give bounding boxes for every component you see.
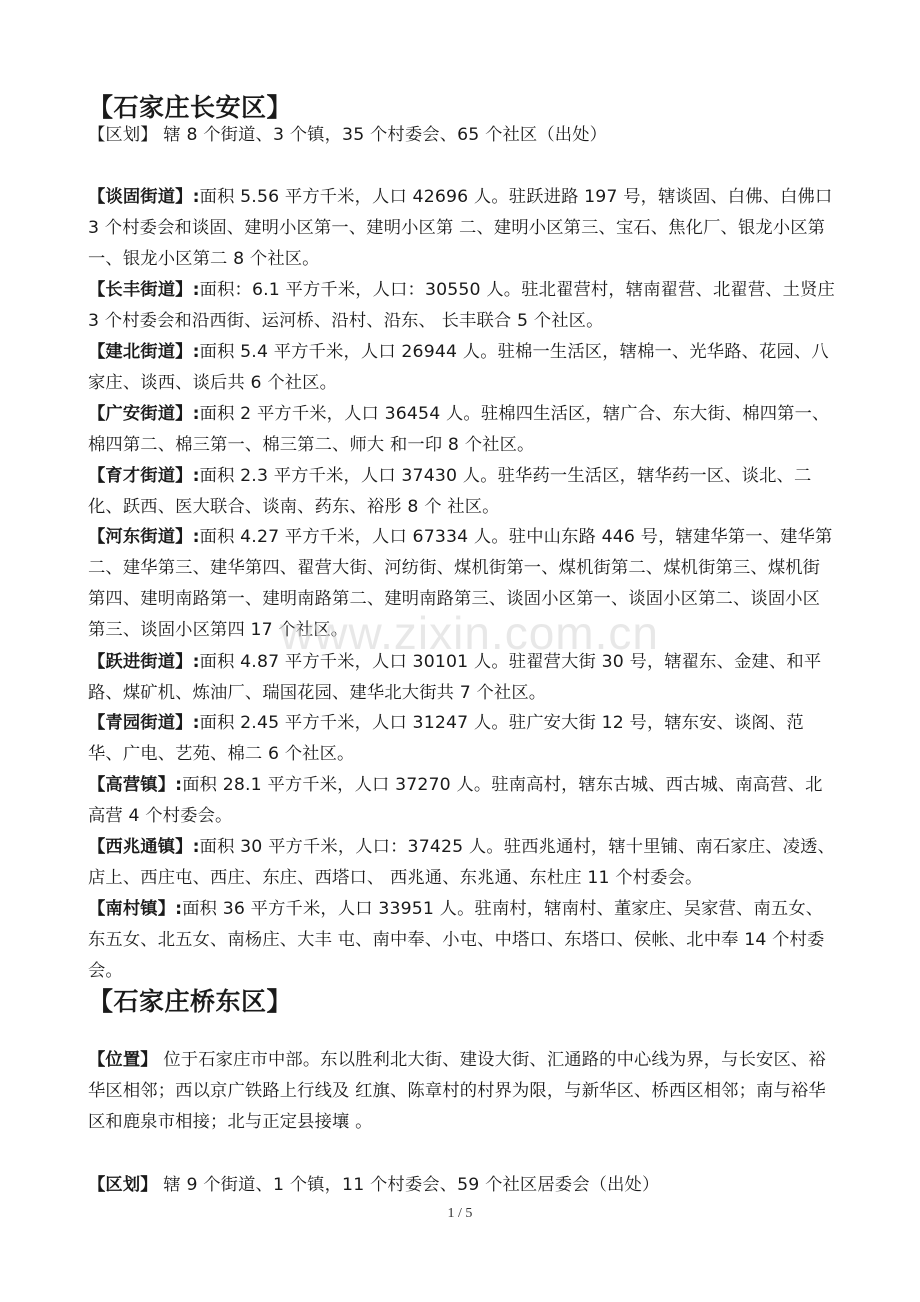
entry-nancun xyxy=(88,894,836,987)
entry-text: 面积 2.3 平方千米，人口 37430 人。驻华药一生活区，辖华药一区、谈北、二化、跃西、医大联合、谈南、药东、裕彤 8 个 社区。 xyxy=(88,466,812,517)
entry-name: 【广安街道】: xyxy=(88,404,200,424)
page-number: 1 / 5 xyxy=(447,1206,473,1221)
division-label: 【区划】 xyxy=(88,125,158,145)
entry-text: 面积 5.4 平方千米，人口 26944 人。驻棉一生活区，辖棉一、光华路、花园、八家庄、谈西、谈后共 6 个社区。 xyxy=(88,342,829,393)
entry-name: 【建北街道】: xyxy=(88,342,200,362)
qiaodong-division xyxy=(88,1170,836,1201)
entry-text: 面积 30 平方千米，人口：37425 人。驻西兆通村，辖十里铺、南石家庄、凌透、店上、西庄屯、西庄、东庄、西塔口、 西兆通、东兆通、东杜庄 11 个村委会。 xyxy=(88,837,835,888)
division-text: 辖 9 个街道、1 个镇，11 个村委会、59 个社区居委会（出处） xyxy=(157,1175,660,1195)
entry-yucai xyxy=(88,461,836,523)
entry-name: 【青园街道】: xyxy=(88,713,200,733)
qiaodong-location xyxy=(88,1045,836,1138)
location-label: 【位置】 xyxy=(88,1050,158,1070)
entry-qingyuan xyxy=(88,708,836,770)
location-text: 位于石家庄市中部。东以胜利北大街、建设大街、汇通路的中心线为界，与长安区、裕华区相邻；西以京广铁路上行线及 红旗、陈章村的村界为限，与新华区、桥西区相邻；南与裕华区和鹿泉市相接；北与正定县接壤 。 xyxy=(88,1050,826,1132)
entry-name: 【跃进街道】: xyxy=(88,652,200,672)
entry-name: 【长丰街道】: xyxy=(88,280,200,300)
entry-name: 【育才街道】: xyxy=(88,466,200,486)
entry-text: 面积 4.87 平方千米，人口 30101 人。驻翟营大街 30 号，辖翟东、金建、和平路、煤矿机、炼油厂、瑞国花园、建华北大街共 7 个社区。 xyxy=(88,652,822,703)
entry-text: 面积 5.56 平方千米，人口 42696 人。驻跃进路 197 号，辖谈固、白佛、白佛口 3 个村委会和谈固、建明小区第一、建明小区第 二、建明小区第三、宝石、焦化厂、银龙小区第一、银龙小区第二 8 个社区。 xyxy=(88,187,833,269)
watermark: www.zixin.com.cn xyxy=(280,607,659,659)
entry-name: 【河东街道】: xyxy=(88,527,200,547)
section-title-changan: 【石家庄长安区】 xyxy=(88,93,293,122)
entry-tangu xyxy=(88,182,836,275)
entry-jianbei xyxy=(88,337,836,399)
entry-text: 面积 2.45 平方千米，人口 31247 人。驻广安大街 12 号，辖东安、谈阁、范华、广电、艺苑、棉二 6 个社区。 xyxy=(88,713,804,764)
entry-changfeng xyxy=(88,275,836,337)
entry-name: 【南村镇】: xyxy=(88,899,183,919)
entry-name: 【谈固街道】: xyxy=(88,187,200,207)
entry-text: 面积 2 平方千米，人口 36454 人。驻棉四生活区，辖广合、东大街、棉四第一、棉四第二、棉三第一、棉三第二、师大 和一印 8 个社区。 xyxy=(88,404,830,455)
division-label: 【区划】 xyxy=(88,1175,158,1195)
section-title-qiaodong: 【石家庄桥东区】 xyxy=(88,987,293,1016)
entry-gaoying xyxy=(88,770,836,832)
division-text: 辖 8 个街道、3 个镇，35 个村委会、65 个社区（出处） xyxy=(157,125,608,145)
entry-text: 面积 4.27 平方千米，人口 67334 人。驻中山东路 446 号，辖建华第一、建华第二、建华第三、建华第四、翟营大街、河纺街、煤机街第一、煤机街第二、煤机街第三、煤机街第四、建明南路第一、建明南路第二、建明南路第三、谈固小区第一、谈固小区第二、谈固小区第三、谈固小区第四 17 个社区。 xyxy=(88,527,833,640)
entry-text: 面积 28.1 平方千米，人口 37270 人。驻南高村，辖东古城、西古城、南高营、北高营 4 个村委会。 xyxy=(88,775,823,826)
entry-name: 【西兆通镇】: xyxy=(88,837,200,857)
entry-guangan xyxy=(88,399,836,461)
changan-division xyxy=(88,120,836,151)
entry-text: 面积 36 平方千米，人口 33951 人。驻南村，辖南村、董家庄、吴家营、南五女、东五女、北五女、南杨庄、大丰 屯、南中奉、小屯、中塔口、东塔口、侯帐、北中奉 14 个村委会。 xyxy=(88,899,825,981)
entry-text: 面积：6.1 平方千米，人口：30550 人。驻北翟营村，辖南翟营、北翟营、土贤庄 3 个村委会和沿西街、运河桥、沿村、沿东、 长丰联合 5 个社区。 xyxy=(88,280,835,331)
entry-xizhaotong xyxy=(88,832,836,894)
entry-name: 【高营镇】: xyxy=(88,775,183,795)
